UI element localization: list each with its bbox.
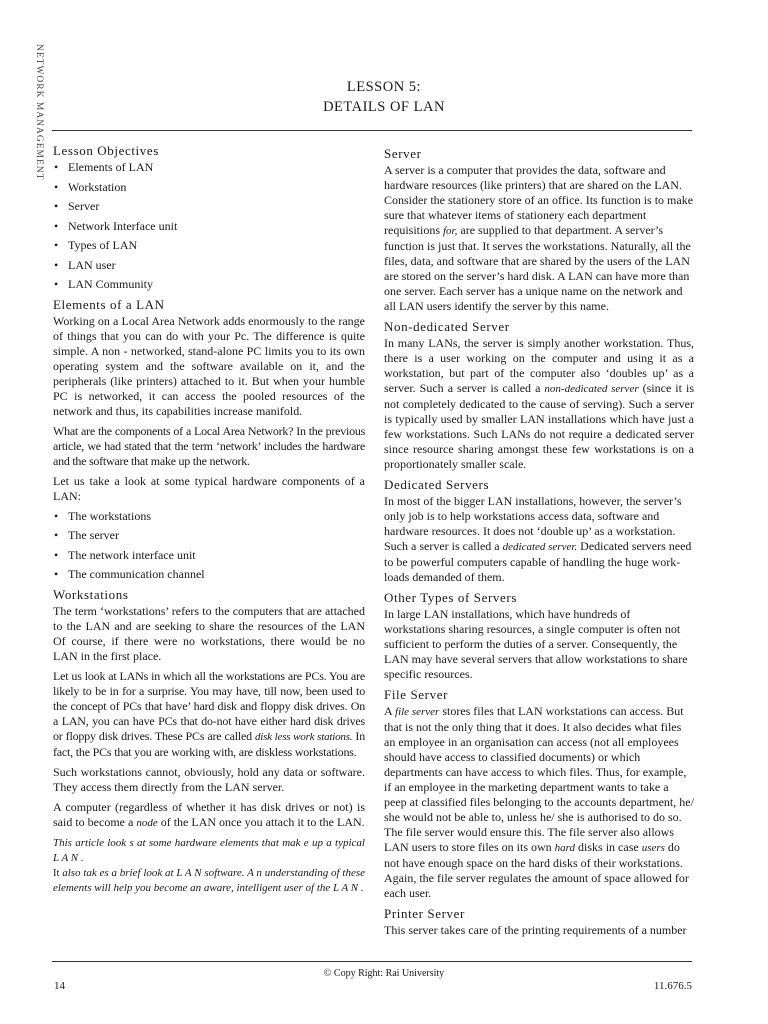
- text-run: In many LANs, the server is simply another workstation. Thus, there is a user working on the computer and using it as a workstation, but part of the computer also ‘doubles up’ as a server. Such a server is called a: [384, 336, 694, 395]
- lesson-title: DETAILS OF LAN: [323, 99, 445, 115]
- document-code: 11.676.5: [653, 980, 692, 992]
- list-item: • LAN user: [53, 258, 365, 273]
- text-run: Let us look at LANs in which all the workstations are PCs. You are likely to be in for a surprise. You may have, till now, been used to the concept of PCs that have’ hard disk and floppy disk drives. On a LAN, you can have PCs that do-not have either hard disk drives or floppy disk drives. These PCs are called: [53, 668, 365, 743]
- list-item: • LAN Community: [53, 277, 365, 292]
- list-item: • The network interface unit: [53, 548, 365, 563]
- paragraph: [384, 163, 694, 314]
- text-run: stores files that LAN workstations can access. But that is not the only thing that it does. It also decides what files an employee in an organisation can access (not all employees should have access to classified documents) or which departments can have access to which files. Thus, for example, if an employee in the marketing department wants to take a peep at classified files belonging to the accounts department, he/ she would not be able to, unless he/ she is authorised to do so. The file server would ensure this. The file server also allows LAN users to store files on its own: [384, 704, 694, 854]
- lesson-number: LESSON 5:: [346, 79, 422, 95]
- footer-rule: [52, 961, 692, 962]
- text-run: In most of the bigger LAN installations, however, the server’s only job is to help workstations access data, software and hardware resources. It does not ‘double up’ as a workstation. Such a server is called a: [384, 494, 682, 553]
- text-run: A server is a computer that provides the data, software and hardware resources (like printers) that are shared on the LAN. Consider the stationery store of an office. Its function is to make sure that whatever items of stationery each department requisitions: [384, 163, 694, 237]
- paragraph: [53, 669, 365, 760]
- note-line: also tak es a brief look at L A N software. A n understanding of these elements will help you become an aware, intelligent user of the L A N .: [53, 866, 365, 894]
- text-run: are supplied to that department. A server’s function is just that. It serves the workstations. Naturally, all the files, data, and software that are shared by the users of the LAN are stored on the server’s hard disk. A LAN can have more than one server. Each server has a unique name on the network and all LAN users identify the server by this name.: [384, 223, 691, 313]
- paragraph: This server takes care of the printing requirements of a number: [384, 923, 687, 937]
- paragraph: Such workstations cannot, obviously, hold any data or software. They access them directly from the LAN server.: [53, 764, 365, 794]
- workstations-heading: Workstations: [53, 586, 129, 602]
- paragraph: [384, 494, 694, 585]
- text-run: A computer (regardless of whether it has disk drives or not) is said to become a: [53, 799, 365, 829]
- emphasis: non-dedicated server: [544, 383, 639, 395]
- emphasis: hard: [554, 842, 576, 854]
- list-item: • The communication channel: [53, 567, 365, 582]
- fileserver-heading: File Server: [384, 687, 449, 702]
- side-running-label: [32, 44, 46, 234]
- list-item: • The server: [53, 528, 365, 543]
- text-run: Dedicated servers need to be powerful computers capable of handling the huge work-loads demanded of them.: [384, 539, 692, 584]
- list-item: • Network Interface unit: [53, 219, 365, 234]
- printserver-heading: Printer Server: [384, 906, 465, 921]
- page-number: 14: [54, 980, 65, 992]
- text-run: do not have enough space on the hard disks of their workstations. Again, the file server regulates the amount of space allowed for each user.: [384, 840, 689, 900]
- text-run: In fact, the PCs that you are working with, are diskless workstations.: [53, 728, 365, 759]
- header-rule: [52, 130, 692, 131]
- lesson-header: [0, 77, 768, 117]
- list-item: • The workstations: [53, 509, 365, 524]
- list-item: • Types of LAN: [53, 238, 365, 253]
- components-list: [53, 509, 365, 583]
- text-run: of the LAN once you attach it to the LAN.: [157, 814, 365, 829]
- objectives-list: [53, 160, 365, 292]
- note-line: This article look s at some hardware elements that mak e up a typical L A N .: [53, 836, 365, 864]
- paragraph: The term ‘workstations’ refers to the computers that are attached to the LAN and are seeking to share the resources of the LAN Of course, if there were no workstations, there would be no LAN in the first place.: [53, 603, 365, 663]
- copyright: © Copy Right: Rai University: [323, 968, 445, 979]
- othertypes-heading: Other Types of Servers: [384, 590, 517, 605]
- paragraph: [384, 704, 694, 901]
- paragraph: Working on a Local Area Network adds enormously to the range of things that you can do with your Pc. The difference is quite simple. A non - networked, stand-alone PC limits you to its own operating system and the software available on it, and the peripherals (like printers) attached to it. But when your humble PC is networked, it can access the pooled resources of the network and thus, its capabilities increase manifold.: [53, 313, 365, 418]
- server-heading: Server: [384, 146, 422, 161]
- paragraph: [384, 336, 694, 472]
- dedicated-heading: Dedicated Servers: [384, 477, 490, 492]
- emphasis: for,: [443, 225, 458, 237]
- elements-heading: Elements of a LAN: [53, 296, 165, 312]
- paragraph: [53, 800, 365, 831]
- list-item: • Workstation: [53, 180, 365, 195]
- list-item: • Server: [53, 199, 365, 214]
- paragraph: In large LAN installations, which have hundreds of workstations sharing resources, a single computer is often not sufficient to perform the duties of a server. Consequently, the LAN may have several servers that allow workstations to share specific resources.: [384, 607, 688, 681]
- list-item: • Elements of LAN: [53, 160, 365, 175]
- text-run: (since it is not completely dedicated to the cause of serving). Such a server is typically used by smaller LAN installations which have just a few workstations. Such LANs do not require a dedicated server since resource sharing amongst these few workstations is on a proportionately smaller scale.: [384, 381, 694, 471]
- objectives-heading: Lesson Objectives: [53, 143, 159, 158]
- left-column: [53, 143, 365, 901]
- side-label-text: NETWORK MANAGEMENT: [34, 44, 44, 181]
- article-note: [53, 836, 365, 866]
- emphasis: dedicated server.: [502, 541, 578, 553]
- right-column: [384, 146, 694, 943]
- article-note: [53, 866, 365, 896]
- emphasis: disk less work stations.: [254, 730, 353, 743]
- emphasis: users: [641, 842, 665, 854]
- emphasis: node: [136, 816, 158, 829]
- text-run: disks in case: [575, 840, 642, 854]
- emphasis: file server: [395, 706, 440, 718]
- text-run: It: [53, 867, 60, 879]
- paragraph: Let us take a look at some typical hardware components of a LAN:: [53, 473, 365, 503]
- nondedicated-heading: Non-dedicated Server: [384, 319, 510, 334]
- text-run: A: [384, 704, 396, 718]
- paragraph: What are the components of a Local Area Network? In the previous article, we had stated that the term ‘network’ includes the hardware and the software that make up the network.: [53, 423, 365, 468]
